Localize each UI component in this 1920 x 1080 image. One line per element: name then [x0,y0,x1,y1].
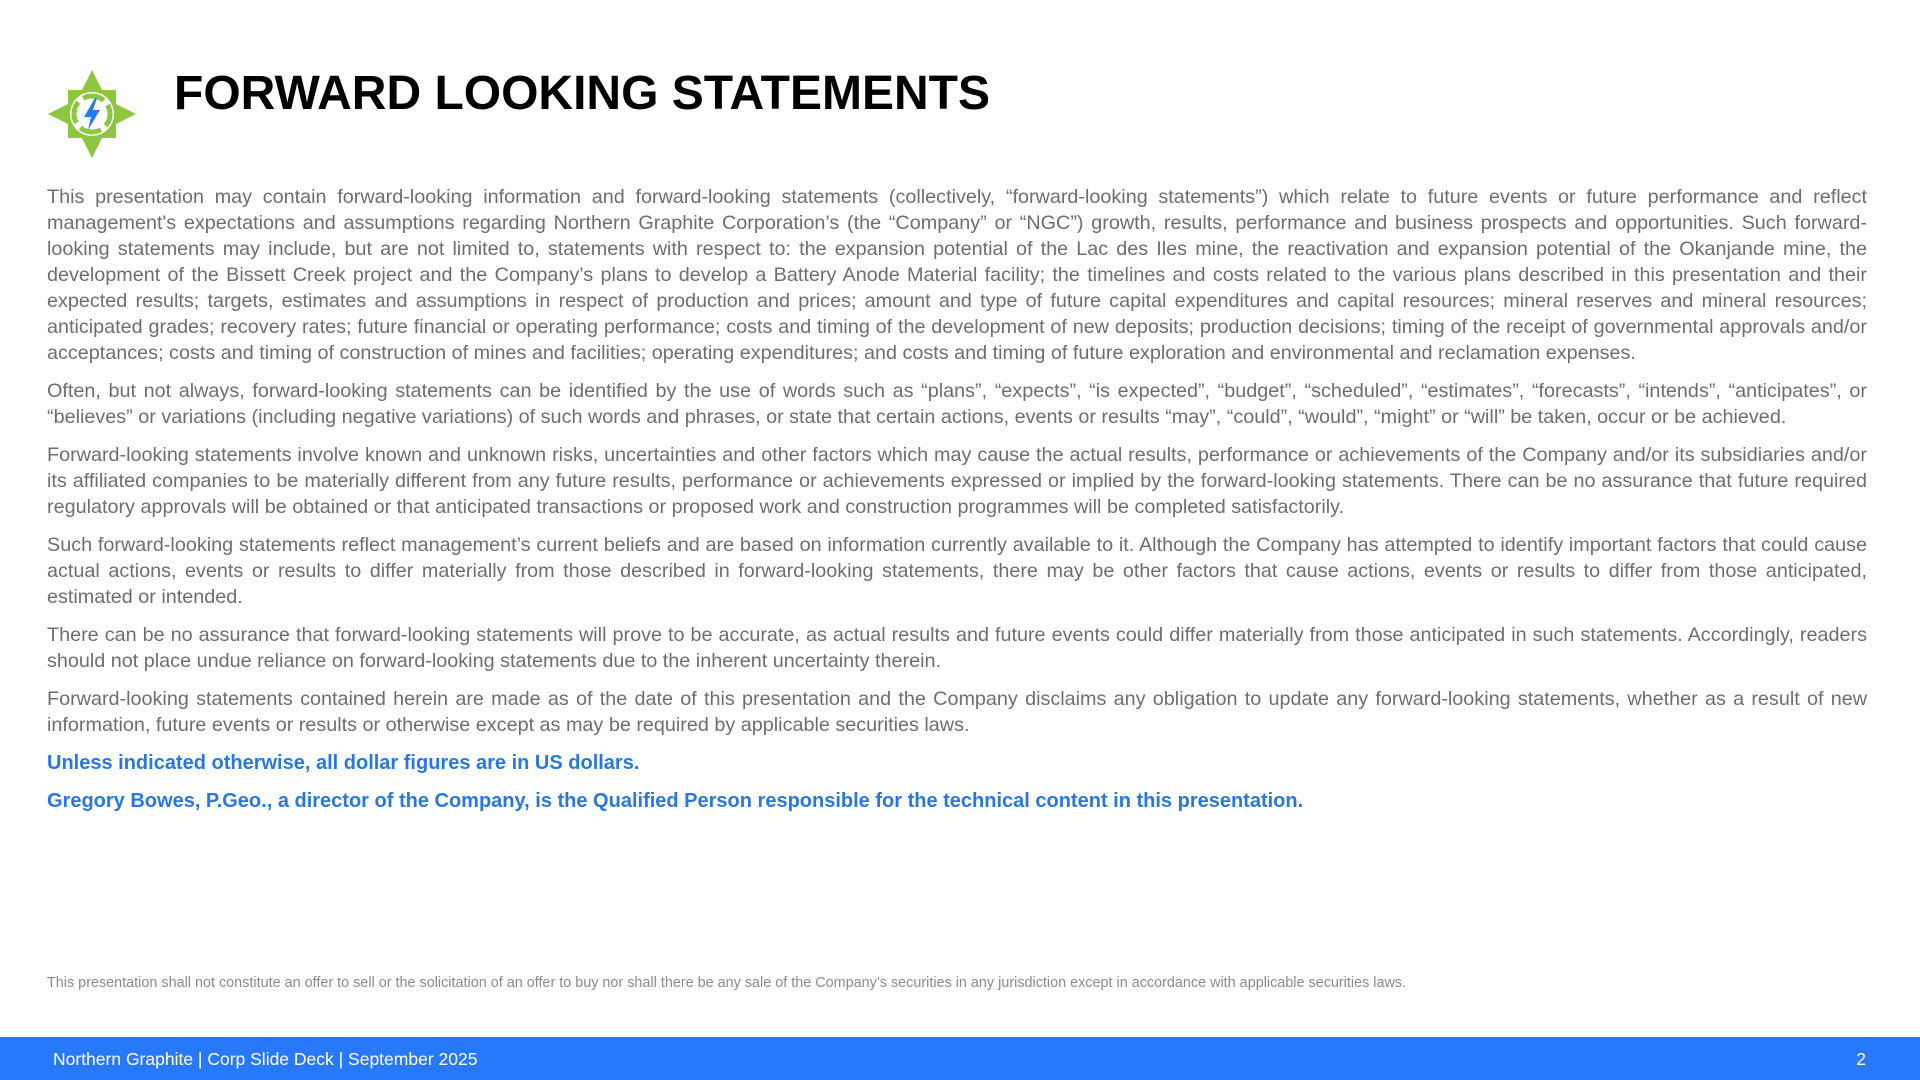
offer-disclaimer: This presentation shall not constitute an offer to sell or the solicitation of an offer to buy nor shall there be any sale of the Company’s securities in any jurisdiction except in accordance with applicable securities laws. [47,975,1407,991]
note-qualified-person: Gregory Bowes, P.Geo., a director of the Company, is the Qualified Person responsible for the technical content in this presentation. [47,790,1304,812]
compass-bolt-icon [46,68,138,160]
paragraph-identifying-words: Often, but not always, forward-looking statements can be identified by the use of words such as “plans”, “expects”, “is expected”, “budget”, “scheduled”, “estimates”, “forecasts”, “intends”, “anticipates”, or “believes” or variations (including negative variations) of such words and phrases, or state that certain actions, events or results “may”, “could”, “would”, “might” or “will” be taken, occur or be achieved. [47,380,1867,428]
paragraph-no-assurance: There can be no assurance that forward-looking statements will prove to be accurate, as actual results and future events could differ materially from those anticipated in such statements. Accordingly, readers should not place undue reliance on forward-looking statements due to the inherent uncertainty therein. [47,624,1867,672]
note-currency: Unless indicated otherwise, all dollar figures are in US dollars. [47,752,640,774]
paragraph-management-beliefs: Such forward-looking statements reflect management’s current beliefs and are based on information currently available to it. Although the Company has attempted to identify important factors that could cause actual actions, events or results to differ materially from those described in forward-looking statements, there may be other factors that cause actions, events or results to differ from those anticipated, estimated or intended. [47,534,1867,608]
footer-text: Northern Graphite | Corp Slide Deck | September 2025 [53,1049,478,1069]
page-title: FORWARD LOOKING STATEMENTS [174,67,990,120]
paragraph-risks: Forward-looking statements involve known and unknown risks, uncertainties and other factors which may cause the actual results, performance or achievements of the Company and/or its subsidiaries and/or its affiliated companies to be materially different from any future results, performance or achievements expressed or implied by the forward-looking statements. There can be no assurance that future required regulatory approvals will be obtained or that anticipated transactions or proposed work and construction programmes will be completed satisfactorily. [47,444,1867,518]
page-number: 2 [1856,1049,1866,1069]
paragraph-disclaims-obligation: Forward-looking statements contained herein are made as of the date of this presentation and the Company disclaims any obligation to update any forward-looking statements, whether as a result of new information, future events or results or otherwise except as may be required by applicable securities laws. [47,688,1867,736]
paragraph-forward-looking-info: This presentation may contain forward-looking information and forward-looking statements (collectively, “forward-looking statements”) which relate to future events or future performance and reflect management's expectations and assumptions regarding Northern Graphite Corporation’s (the “Company” or “NGC”) growth, results, performance and business prospects and opportunities. Such forward-looking statements may include, but are not limited to, statements with respect to: the expansion potential of the Lac des Iles mine, the reactivation and expansion potential of the Okanjande mine, the development of the Bissett Creek project and the Company’s plans to develop a Battery Anode Material facility; the timelines and costs related to the various plans described in this presentation and their expected results; targets, estimates and assumptions in respect of production and prices; amount and type of future capital expenditures and capital resources; mineral reserves and mineral resources; anticipated grades; recovery rates; future financial or operating performance; costs and timing of the development of new deposits; production decisions; timing of the receipt of governmental approvals and/or acceptances; costs and timing of construction of mines and facilities; operating expenditures; and costs and timing of future exploration and environmental and reclamation expenses. [47,186,1867,364]
statement-body [47,184,1867,826]
footer-bar [0,1037,1920,1080]
